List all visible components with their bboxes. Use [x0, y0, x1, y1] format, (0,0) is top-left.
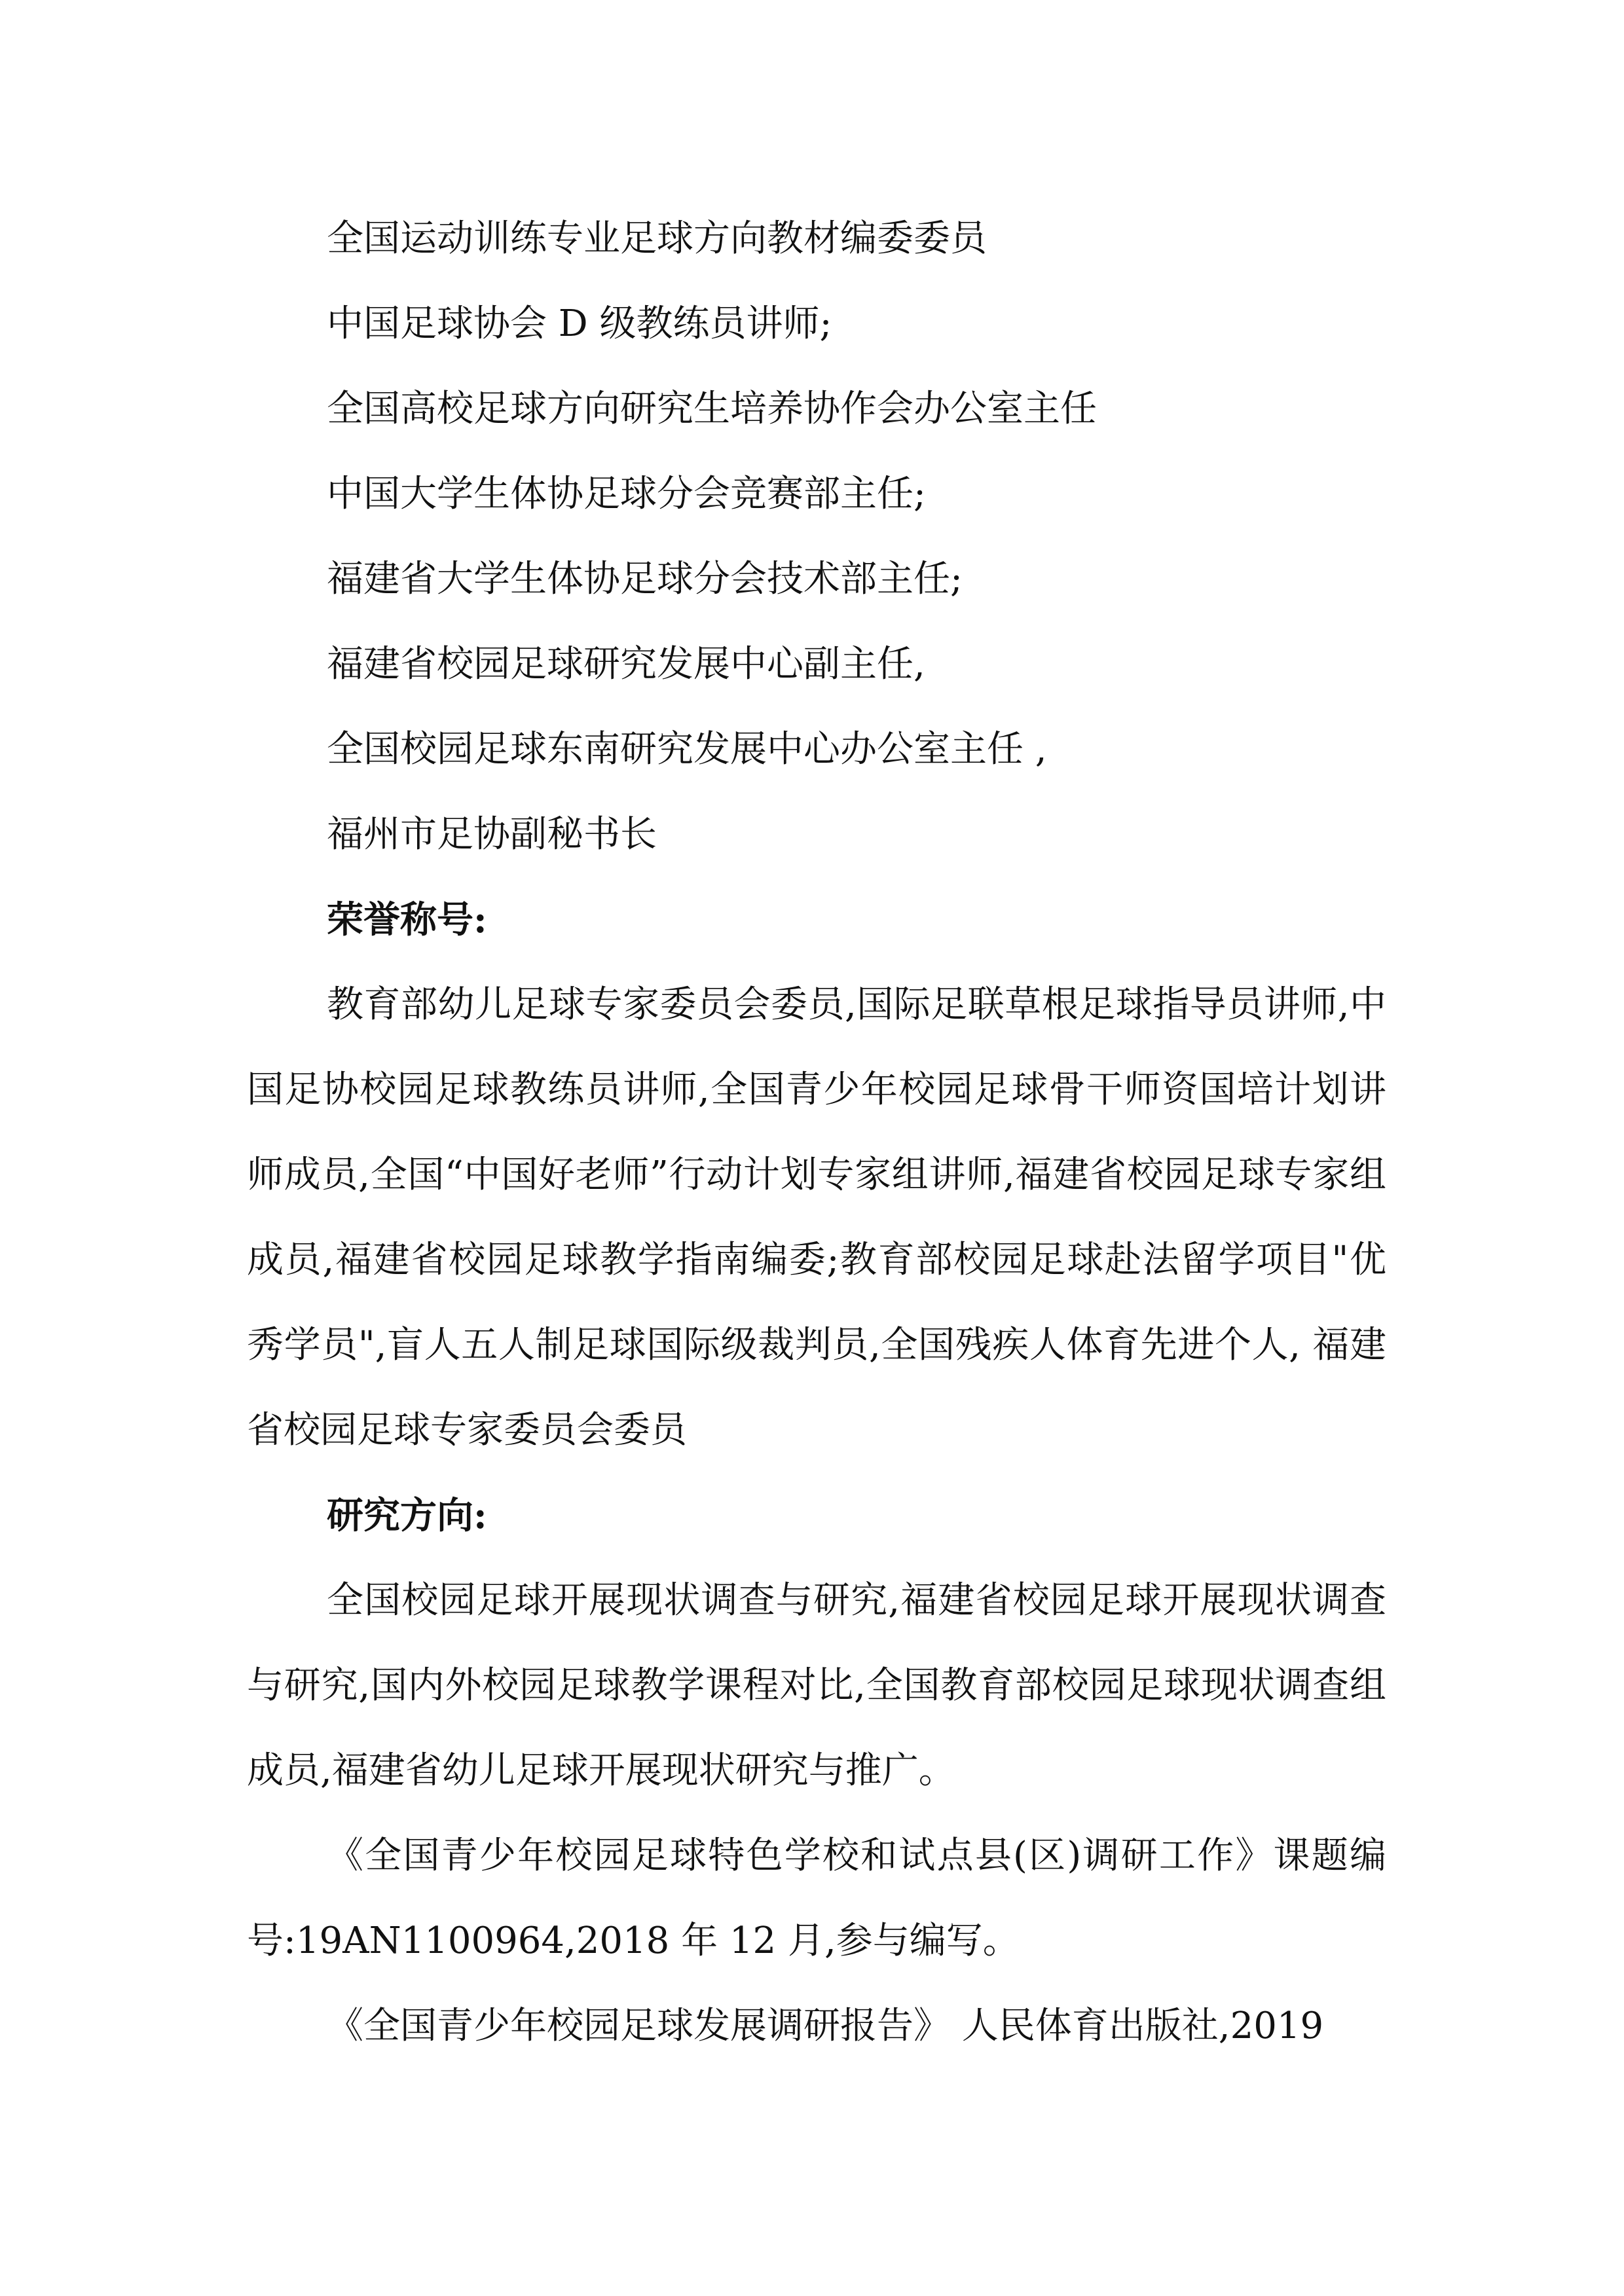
research-heading: 研究方向:: [327, 1494, 487, 1537]
research-project-paragraph: 《全国青少年校园足球特色学校和试点县(区)调研工作》课题编号:19AN1100964,2018 年 12 月,参与编写。: [247, 1834, 1386, 1962]
research-publication-paragraph: 《全国青少年校园足球发展调研报告》 人民体育出版社,2019: [327, 2005, 1324, 2047]
position-line-5: 福建省大学生体协足球分会技术部主任;: [327, 558, 963, 600]
honors-paragraph: 教育部幼儿足球专家委员会委员,国际足联草根足球指导员讲师,中国足协校园足球教练员讲师,全国青少年校园足球骨干师资国培计划讲师成员,全国“中国好老师”行动计划专家组讲师,福建省校园足球专家组成员,福建省校园足球教学指南编委;教育部校园足球赴法留学项目"优秀学员",盲人五人制足球国际级裁判员,全国残疾人体育先进个人, 福建省校园足球专家委员会委员: [247, 983, 1386, 1451]
document-body: [247, 196, 1386, 2069]
position-line-3: 全国高校足球方向研究生培养协作会办公室主任: [327, 388, 1097, 430]
position-line-6: 福建省校园足球研究发展中心副主任,: [327, 643, 925, 685]
position-line-1: 全国运动训练专业足球方向教材编委委员: [327, 217, 987, 260]
honors-heading: 荣誉称号:: [327, 898, 487, 941]
position-line-8: 福州市足协副秘书长: [327, 813, 657, 856]
position-line-2: 中国足球协会 D 级教练员讲师;: [327, 302, 832, 345]
position-line-4: 中国大学生体协足球分会竞赛部主任;: [327, 473, 926, 515]
research-paragraph: 全国校园足球开展现状调查与研究,福建省校园足球开展现状调查与研究,国内外校园足球教学课程对比,全国教育部校园足球现状调查组成员,福建省幼儿足球开展现状研究与推广。: [247, 1579, 1386, 1792]
position-line-7: 全国校园足球东南研究发展中心办公室主任 ,: [327, 728, 1047, 771]
